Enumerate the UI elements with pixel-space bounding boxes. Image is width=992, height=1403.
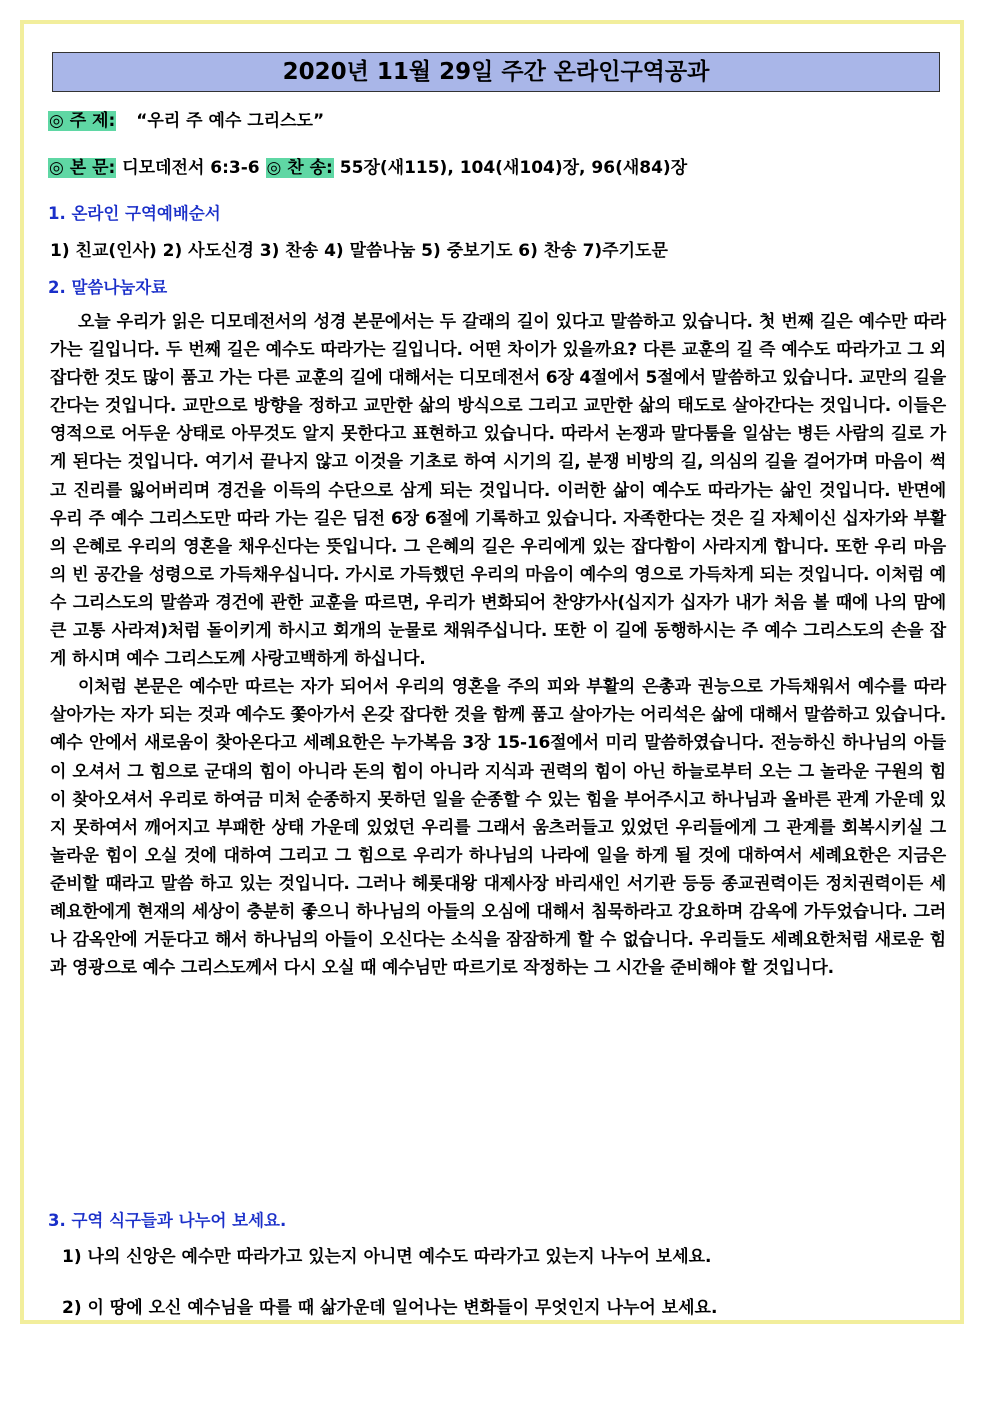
discussion-question-1: 1) 나의 신앙은 예수만 따라가고 있는지 아니면 예수도 따라가고 있는지 나누어 보세요. bbox=[62, 1247, 712, 1267]
hymn-label: ◎ 찬 송: bbox=[266, 158, 333, 178]
hymn-value: 55장(새115), 104(새104)장, 96(새84)장 bbox=[339, 158, 688, 178]
service-order: 1) 친교(인사) 2) 사도신경 3) 찬송 4) 말씀나눔 5) 중보기도 6) 찬송 7)주기도문 bbox=[50, 241, 668, 261]
scripture-row bbox=[48, 153, 687, 178]
scripture-label: ◎ 본 문: bbox=[49, 158, 116, 178]
sermon-paragraph-1: 오늘 우리가 읽은 디모데전서의 성경 본문에서는 두 갈래의 길이 있다고 말씀하고 있습니다. 첫 번째 길은 예수만 따라가는 길입니다. 두 번째 길은 예수도 따라가는 길입니다. 어떤 차이가 있을까요? 다른 교훈의 길 즉 예수도 따라가고 그 외 잡다한 것도 많이 품고 가는 다른 교훈의 길에 대해서는 디모데전서 6장 4절에서 5절에서 말씀하고 있습니다. 교만의 길을 간다는 것입니다. 교만으로 방향을 정하고 교만한 삶의 방식으로 그리고 교만한 삶의 태도로 살아간다는 것입니다. 이들은 영적으로 어두운 상태로 아무것도 알지 못한다고 표현하고 있습니다. 따라서 논쟁과 말다툼을 일삼는 병든 사람의 길로 가게 된다는 것입니다. 여기서 끝나지 않고 이것을 기초로 하여 시기의 길, 분쟁 비방의 길, 의심의 길을 걸어가며 마음이 썩고 진리를 잃어버리며 경건을 이득의 수단으로 삼게 되는 것입니다. 이러한 삶이 예수도 따라가는 삶인 것입니다. 반면에 우리 주 예수 그리스도만 따라 가는 길은 딤전 6장 6절에 기록하고 있습니다. 자족한다는 것은 길 자체이신 십자가와 부활의 은혜로 우리의 영혼을 채우신다는 뜻입니다. 그 은혜의 길은 우리에게 있는 잡다함이 사라지게 합니다. 또한 우리 마음의 빈 공간을 성령으로 가득채우십니다. 가시로 가득했던 우리의 마음이 예수의 영으로 가득차게 되는 것입니다. 이처럼 예수 그리스도의 말씀과 경건에 관한 교훈을 따르면, 우리가 변화되어 찬양가사(십지가 십자가 내가 처음 볼 때에 나의 맘에 큰 고통 사라져)처럼 돌이키게 하시고 회개의 눈물로 채워주십니다. 또한 이 길에 동행하시는 주 예수 그리스도의 손을 잡게 하시며 예수 그리스도께 사랑고백하게 하십니다. bbox=[50, 312, 946, 670]
section-heading-discussion: 3. 구역 식구들과 나누어 보세요. bbox=[48, 1211, 287, 1230]
scripture-value: 디모데전서 6:3-6 bbox=[122, 158, 260, 178]
document-title: 2020년 11월 29일 주간 온라인구역공과 bbox=[52, 52, 940, 92]
section-heading-order: 1. 온라인 구역예배순서 bbox=[48, 204, 221, 223]
sermon-text bbox=[50, 308, 946, 982]
theme-label: ◎ 주 제: bbox=[49, 111, 116, 131]
theme-row bbox=[48, 106, 324, 131]
discussion-question-2: 2) 이 땅에 오신 예수님을 따를 때 삶가운데 일어나는 변화들이 무엇인지 나누어 보세요. bbox=[62, 1298, 718, 1318]
sermon-paragraph-2: 이처럼 본문은 예수만 따르는 자가 되어서 우리의 영혼을 주의 피와 부활의 은총과 권능으로 가득채워서 예수를 따라 살아가는 자가 되는 것과 예수도 쫓아가서 온갖 잡다한 것을 함께 품고 살아가는 어리석은 삶에 대해서 말씀하고 있습니다. 예수 안에서 새로움이 찾아온다고 세례요한은 누가복음 3장 15-16절에서 미리 말씀하였습니다. 전능하신 하나님의 아들이 오셔서 그 힘으로 군대의 힘이 아니라 돈의 힘이 아니라 지식과 권력의 힘이 아닌 하늘로부터 오는 그 놀라운 구원의 힘이 찾아오셔서 우리로 하여금 미처 순종하지 못하던 일을 순종할 수 있는 힘을 부어주시고 하나님과 올바른 관계 가운데 있지 못하여서 깨어지고 부패한 상태 가운데 있었던 우리를 그래서 움츠러들고 있었던 우리들에게 그 관계를 회복시키실 그 놀라운 힘이 오실 것에 대하여 그리고 그 힘으로 우리가 하나님의 나라에 일을 하게 될 것에 대하여서 세례요한은 지금은 준비할 때라고 말씀 하고 있는 것입니다. 그러나 헤롯대왕 대제사장 바리새인 서기관 등등 종교권력이든 정치권력이든 세례요한에게 현재의 세상이 충분히 좋으니 하나님의 아들의 오심에 대해서 침묵하라고 강요하며 감옥에 가두었습니다. 그러나 감옥안에 거둔다고 해서 하나님의 아들이 오신다는 소식을 잠잠하게 할 수 없습니다. 우리들도 세례요한처럼 새로운 힘과 영광으로 예수 그리스도께서 다시 오실 때 예수님만 따르기로 작정하는 그 시간을 준비해야 할 것입니다. bbox=[50, 677, 946, 979]
theme-value: “우리 주 예수 그리스도” bbox=[136, 111, 325, 131]
section-heading-sharing: 2. 말씀나눔자료 bbox=[48, 278, 168, 297]
